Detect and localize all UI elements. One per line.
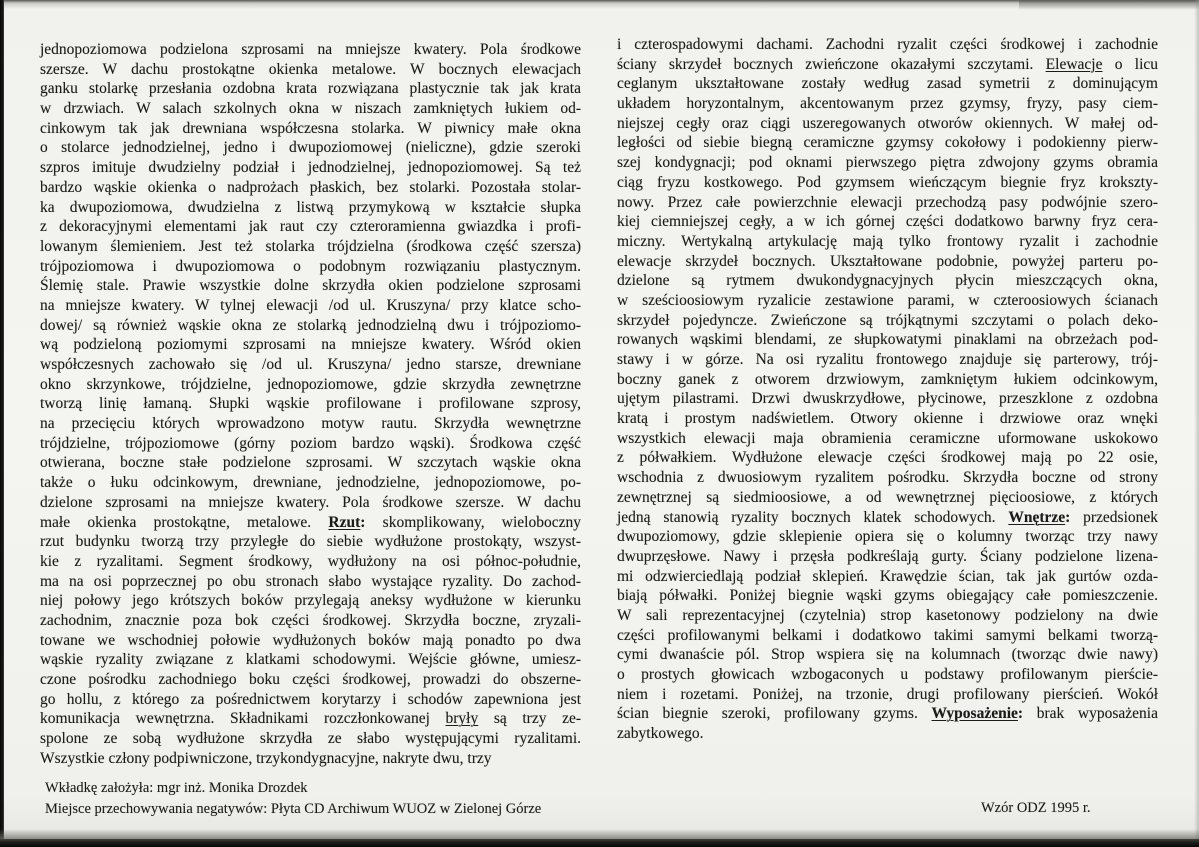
text-line — [617, 665, 1158, 685]
text-run: jedną stanowią ryzality bocznych klatek schodowych. — [617, 508, 1009, 526]
text-run: brak wyposażenia — [1023, 705, 1158, 723]
text-run: czone pośrodku zachodniego boku części środkowej, prowadzi do obszerne- — [40, 671, 581, 688]
text-run: kiej ciemniejszej cegły, a w ich górnej części dodatkowo barwny fryz cera- — [617, 213, 1158, 231]
text-run: jednopoziomowa podzielona szprosami na mniejsze kwatery. Pola środkowe — [40, 41, 581, 58]
text-run: boczny ganek z otworem drzwiowym, zamkniętym łukiem odcinkowym, — [617, 370, 1158, 388]
text-run: miczny. Wertykalną artykulację mają tylko frontowy ryzalit i zachodnie — [617, 232, 1158, 250]
scan-edge-left — [0, 0, 4, 847]
text-run: spolone ze sobą wydłużone skrzydła ze słabo występującymi ryzalitami. — [40, 730, 581, 748]
text-run: elewacje skrzydeł bocznych. Ukształtowane podobnie, powyżej parteru po- — [617, 252, 1158, 270]
text-line — [617, 94, 1158, 114]
text-run: wschodnia z dwuosiowym ryzalitem pośrodku. Skrzydła boczne od strony — [617, 469, 1158, 487]
text-line — [40, 670, 581, 690]
text-run: ujętym pilastrami. Drzwi dwuskrzydłowe, płycinowe, przeszklone z ozdobna — [617, 390, 1158, 408]
text-run: rzut budynku tworzą trzy przyległe do siebie wydłużone prostokąty, wszyst- — [40, 533, 581, 551]
text-run: na mniejsze kwatery. W tylnej elewacji /od ul. Kruszyna/ przy klatce scho- — [40, 296, 581, 314]
footer-form-label: Wzór ODZ 1995 r. — [981, 800, 1091, 816]
text-run: stawy i w górze. Na osi ryzalitu frontowego znajduje się parterowy, trój- — [617, 351, 1158, 368]
text-line — [617, 645, 1158, 665]
text-line — [40, 217, 581, 237]
text-run: zachodnim, znacznie poza bok części środkowej. Skrzydła boczne, zryzali- — [40, 611, 581, 629]
text-run: niem i rozetami. Poniżej, na trzonie, drugi profilowany pierścień. Wokół — [617, 685, 1158, 703]
text-run: cymi dwanaście pól. Strop wspiera się na kolumnach (tworząc dwie nawy) — [617, 646, 1158, 664]
text-run: wąskie ryzality związane z klatkami schodowymi. Wejście główne, umiesz- — [40, 651, 581, 669]
text-run: komunikacja wewnętrzna. Składnikami rozczłonkowanej — [40, 710, 446, 728]
text-line — [617, 488, 1158, 508]
text-line — [617, 567, 1158, 587]
text-line — [40, 434, 581, 454]
underlined-keyword: bryły — [445, 710, 479, 728]
text-line — [40, 79, 581, 99]
text-line — [617, 153, 1158, 173]
text-line — [40, 749, 581, 769]
text-run: układem horyzontalnym, akcentowanym przez gzymsy, fryzy, pasy ciem- — [617, 95, 1158, 113]
text-column-left — [40, 40, 581, 768]
text-run: Wszystkie człony podpiwniczone, trzykondygnacyjne, nakryte dwu, trzy — [40, 749, 492, 767]
text-run: dowej/ są również wąskie okna ze stolarką jednodzielną dwu i trójpoziomo- — [40, 316, 581, 334]
text-run: o licu — [1102, 55, 1159, 73]
text-run: są trzy ze- — [478, 710, 581, 728]
text-run: tworzą linię łamaną. Słupki wąskie profilowane i profilowane szprosy, — [40, 395, 581, 413]
text-run: z dekoracyjnymi elementami jak raut czy czteroramienna gwiazdka i profi- — [40, 218, 581, 236]
text-line — [617, 271, 1158, 291]
text-run: i czterospadowymi dachami. Zachodni ryzalit części środkowej i zachodnie — [617, 36, 1158, 53]
text-run: kie z ryzalitami. Segment środkowy, wydłużony na osi północ-południe, — [40, 552, 581, 570]
text-run: ka dwupoziomowa, dwudzielna z listwą przymykową w kształcie słupka — [40, 198, 581, 216]
text-run: wszystkich elewacji maja obramienia ceramiczne uformowane uskokowo — [617, 429, 1158, 447]
text-run: dzielone są rytmem dwukondygnacyjnych płycin mieszczących okna, — [617, 272, 1158, 290]
text-run: ścian biegnie szeroki, profilowany gzyms. — [617, 705, 932, 723]
text-line — [40, 513, 581, 533]
text-line — [40, 99, 581, 119]
text-run: : — [1017, 705, 1024, 723]
text-run: małe okienka prostokątne, metalowe. — [40, 513, 329, 531]
text-run: : — [1065, 508, 1071, 526]
text-run: niej połowy jego krótszych boków przylegają aneksy wydłużone w kierunku — [40, 592, 581, 610]
text-line — [617, 586, 1158, 606]
footer-annotations — [45, 778, 541, 820]
text-line — [40, 60, 581, 80]
text-line — [40, 394, 581, 414]
text-line — [617, 173, 1158, 193]
text-line — [40, 591, 581, 611]
text-run: : — [360, 513, 366, 531]
text-run: trójpoziomowa i dwupoziomowa o podobnym rozwiązaniu plastycznym. — [40, 257, 581, 275]
text-line — [617, 409, 1158, 429]
text-run: zewnętrznej są siedmioosiowe, a od wewnętrznej pięcioosiowe, z których — [617, 488, 1158, 506]
text-line — [617, 685, 1158, 705]
text-line — [617, 547, 1158, 567]
text-column-right — [617, 35, 1158, 744]
text-run: szej kondygnacji; pod oknami pierwszego piętra zdwojony gzyms obramia — [617, 154, 1158, 172]
text-run: zabytkowego. — [617, 725, 704, 743]
text-run: okno skrzynkowe, trójdzielne, jednopoziomowe, gdzie skrzydła zewnętrzne — [40, 375, 581, 393]
text-line — [40, 532, 581, 552]
text-run: wą podzieloną poziomymi szprosami na mniejsze kwatery. Wśród okien — [40, 336, 581, 354]
underlined-keyword: Wnętrze — [1008, 508, 1066, 526]
text-run: biają półwałki. Poniżej biegnie wąski gzyms obiegający całe pomieszczenie. — [617, 587, 1158, 605]
text-line — [617, 429, 1158, 449]
underlined-keyword: Elewacje — [1045, 55, 1103, 73]
text-line — [617, 448, 1158, 468]
text-line — [40, 690, 581, 710]
footer-archive-line: Miejsce przechowywania negatywów: Płyta CD Archiwum WUOZ w Zielonej Górze — [45, 801, 542, 817]
text-line — [40, 178, 581, 198]
text-run: przedsionek — [1070, 508, 1159, 526]
text-run: Ślemię stale. Prawie wszystkie dolne skrzydła okien podzielone szprosami — [40, 277, 581, 295]
text-line — [617, 193, 1158, 213]
text-line — [40, 355, 581, 375]
text-line — [40, 709, 581, 729]
text-run: w sześcioosiowym ryzalicie zestawione parami, w czteroosiowych ścianach — [617, 291, 1158, 309]
text-run: dwupoziomowy, gdzie sklepienie opiera się o kolumny tworząc trzy nawy — [617, 528, 1158, 546]
text-run: niejszej cegły oraz ciągi uszeregowanych otworów okiennych. W małej od- — [617, 114, 1158, 132]
text-line — [617, 389, 1158, 409]
text-line — [617, 724, 1158, 744]
text-line — [617, 252, 1158, 272]
text-run: szersze. W dachu prostokątne okienka metalowe. W bocznych elewacjach — [40, 60, 581, 78]
text-run: skomplikowany, wieloboczny — [365, 513, 581, 531]
text-line — [40, 414, 581, 434]
text-run: ceglanym ukształtowane zostały według zasad symetrii z dominującym — [617, 75, 1158, 93]
text-line — [40, 158, 581, 178]
text-line — [40, 552, 581, 572]
scan-edge-right — [1194, 0, 1199, 847]
text-line — [617, 232, 1158, 252]
text-line — [617, 704, 1158, 724]
text-line — [617, 133, 1158, 153]
text-run: także o łuku odcinkowym, drewniane, jednodzielne, jednopoziomowe, po- — [40, 474, 581, 492]
text-run: szpros imituje dwudzielny podział i jednodzielnej, jednopoziomowej. Są też — [40, 159, 581, 177]
text-line — [40, 631, 581, 651]
text-run: współczesnych zachowało się /od ul. Kruszyna/ jedno starsze, drewniane — [40, 356, 581, 373]
text-line — [617, 212, 1158, 232]
text-run: lowanym ślemieniem. Jest też stolarka trójdzielna (środkowa część szersza) — [40, 237, 581, 255]
underlined-keyword: Rzut — [328, 513, 361, 531]
text-run: części profilowanymi belkami i dodatkowo takimi samymi belkami tworzą- — [617, 626, 1158, 644]
text-line — [617, 527, 1158, 547]
text-line — [40, 40, 581, 60]
text-line — [40, 237, 581, 257]
text-line — [617, 626, 1158, 646]
footer-author-line: Wkładkę założyła: mgr inż. Monika Drozdek — [45, 780, 308, 796]
text-line — [40, 729, 581, 749]
text-line — [617, 311, 1158, 331]
text-run: z półwałkiem. Wydłużone elewacje części środkowej mają po 22 osie, — [617, 449, 1158, 467]
text-line — [40, 296, 581, 316]
text-run: W sali reprezentacyjnej (czytelnia) strop kasetonowy podzielony na dwie — [617, 606, 1158, 624]
text-run: nowy. Przez całe powierzchnie elewacji przechodzą pasy podwójnie szero- — [617, 193, 1158, 211]
text-line — [617, 350, 1158, 370]
text-run: o prostych głowicach wzbogaconych u podstawy profilowanym pierście- — [617, 666, 1158, 683]
text-line — [617, 291, 1158, 311]
scan-edge-bottom-shadow — [0, 829, 1199, 839]
text-run: dwuprzęsłowe. Nawy i przęsła podkreślają gurty. Ściany podzielone lizena- — [617, 547, 1158, 565]
underlined-keyword: Wyposażenie — [931, 705, 1018, 723]
text-run: ciąg fryzu kostkowego. Pod gzymsem wieńczącym biegnie fryz krokszty- — [617, 173, 1158, 191]
text-line — [617, 330, 1158, 350]
text-line — [40, 572, 581, 592]
text-run: skrzydeł pojedyncze. Zwieńczone są trójkątnymi szczytami o polach deko- — [617, 311, 1158, 329]
text-line — [40, 335, 581, 355]
text-line — [617, 114, 1158, 134]
text-line — [617, 606, 1158, 626]
text-run: kratą i prostym nadświetlem. Otwory okienne i drzwiowe oraz wnęki — [617, 410, 1158, 428]
text-line — [617, 55, 1158, 75]
text-line — [40, 473, 581, 493]
text-run: rowanych wąskimi blendami, ze słupkowatymi pinaklami na obrzeżach pod- — [617, 331, 1158, 349]
text-run: bardzo wąskie okienka o nadprożach płaskich, bez stolarki. Pozostała stolar- — [40, 178, 581, 196]
text-line — [617, 35, 1158, 55]
text-line — [40, 493, 581, 513]
text-run: cinkowym tak jak drewniana współczesna stolarka. W piwnicy małe okna — [40, 119, 581, 137]
text-line — [617, 508, 1158, 528]
text-run: go hollu, z którego za pośrednictwem korytarzy i schodów zapewniona jest — [40, 690, 581, 708]
text-line — [40, 611, 581, 631]
text-line — [40, 138, 581, 158]
text-run: o stolarce jednodzielnej, jedno i dwupoziomowej (nieliczne), gdzie szeroki — [40, 139, 581, 157]
text-run: ganku stolarkę przesłania ozdobna krata rozwiązana plastycznie tak jak krata — [40, 80, 581, 98]
text-line — [40, 119, 581, 139]
text-run: otwierana, boczne stałe podzielone szprosami. W szczytach wąskie okna — [40, 454, 581, 472]
scan-edge-top-right — [1019, 0, 1199, 10]
text-line — [40, 276, 581, 296]
text-run: ległości od siebie biegną ceramiczne gzymsy cokołowy i podokienny pierw- — [617, 134, 1158, 152]
text-line — [40, 375, 581, 395]
text-run: dzielone szprosami na mniejsze kwatery. Pola środkowe szersze. W dachu — [40, 493, 581, 511]
text-run: ściany skrzydeł bocznych zwieńczone okazałymi szczytami. — [617, 55, 1046, 73]
text-run: na przecięciu których wprowadzono motyw rautu. Skrzydła wewnętrzne — [40, 415, 581, 433]
text-line — [617, 370, 1158, 390]
text-line — [40, 453, 581, 473]
text-line — [617, 74, 1158, 94]
text-run: towane we wschodniej połowie wydłużonych boków mają ponadto po dwa — [40, 631, 581, 649]
text-run: trójdzielne, trójpoziomowe (górny poziom bardzo wąski). Środkowa część — [40, 434, 581, 452]
scan-edge-bottom — [0, 839, 1199, 847]
text-run: w drzwiach. W salach szkolnych okna w niszach zamkniętych łukiem od- — [40, 100, 581, 118]
text-run: mi odzwierciedlają podział sklepień. Krawędzie ścian, tak jak gurtów ozda- — [617, 567, 1158, 585]
text-line — [40, 257, 581, 277]
text-line — [40, 198, 581, 218]
text-line — [40, 316, 581, 336]
text-run: ma na osi poprzecznej po obu stronach słabo wystające ryzality. Do zachod- — [40, 572, 581, 590]
text-line — [40, 650, 581, 670]
text-line — [617, 468, 1158, 488]
